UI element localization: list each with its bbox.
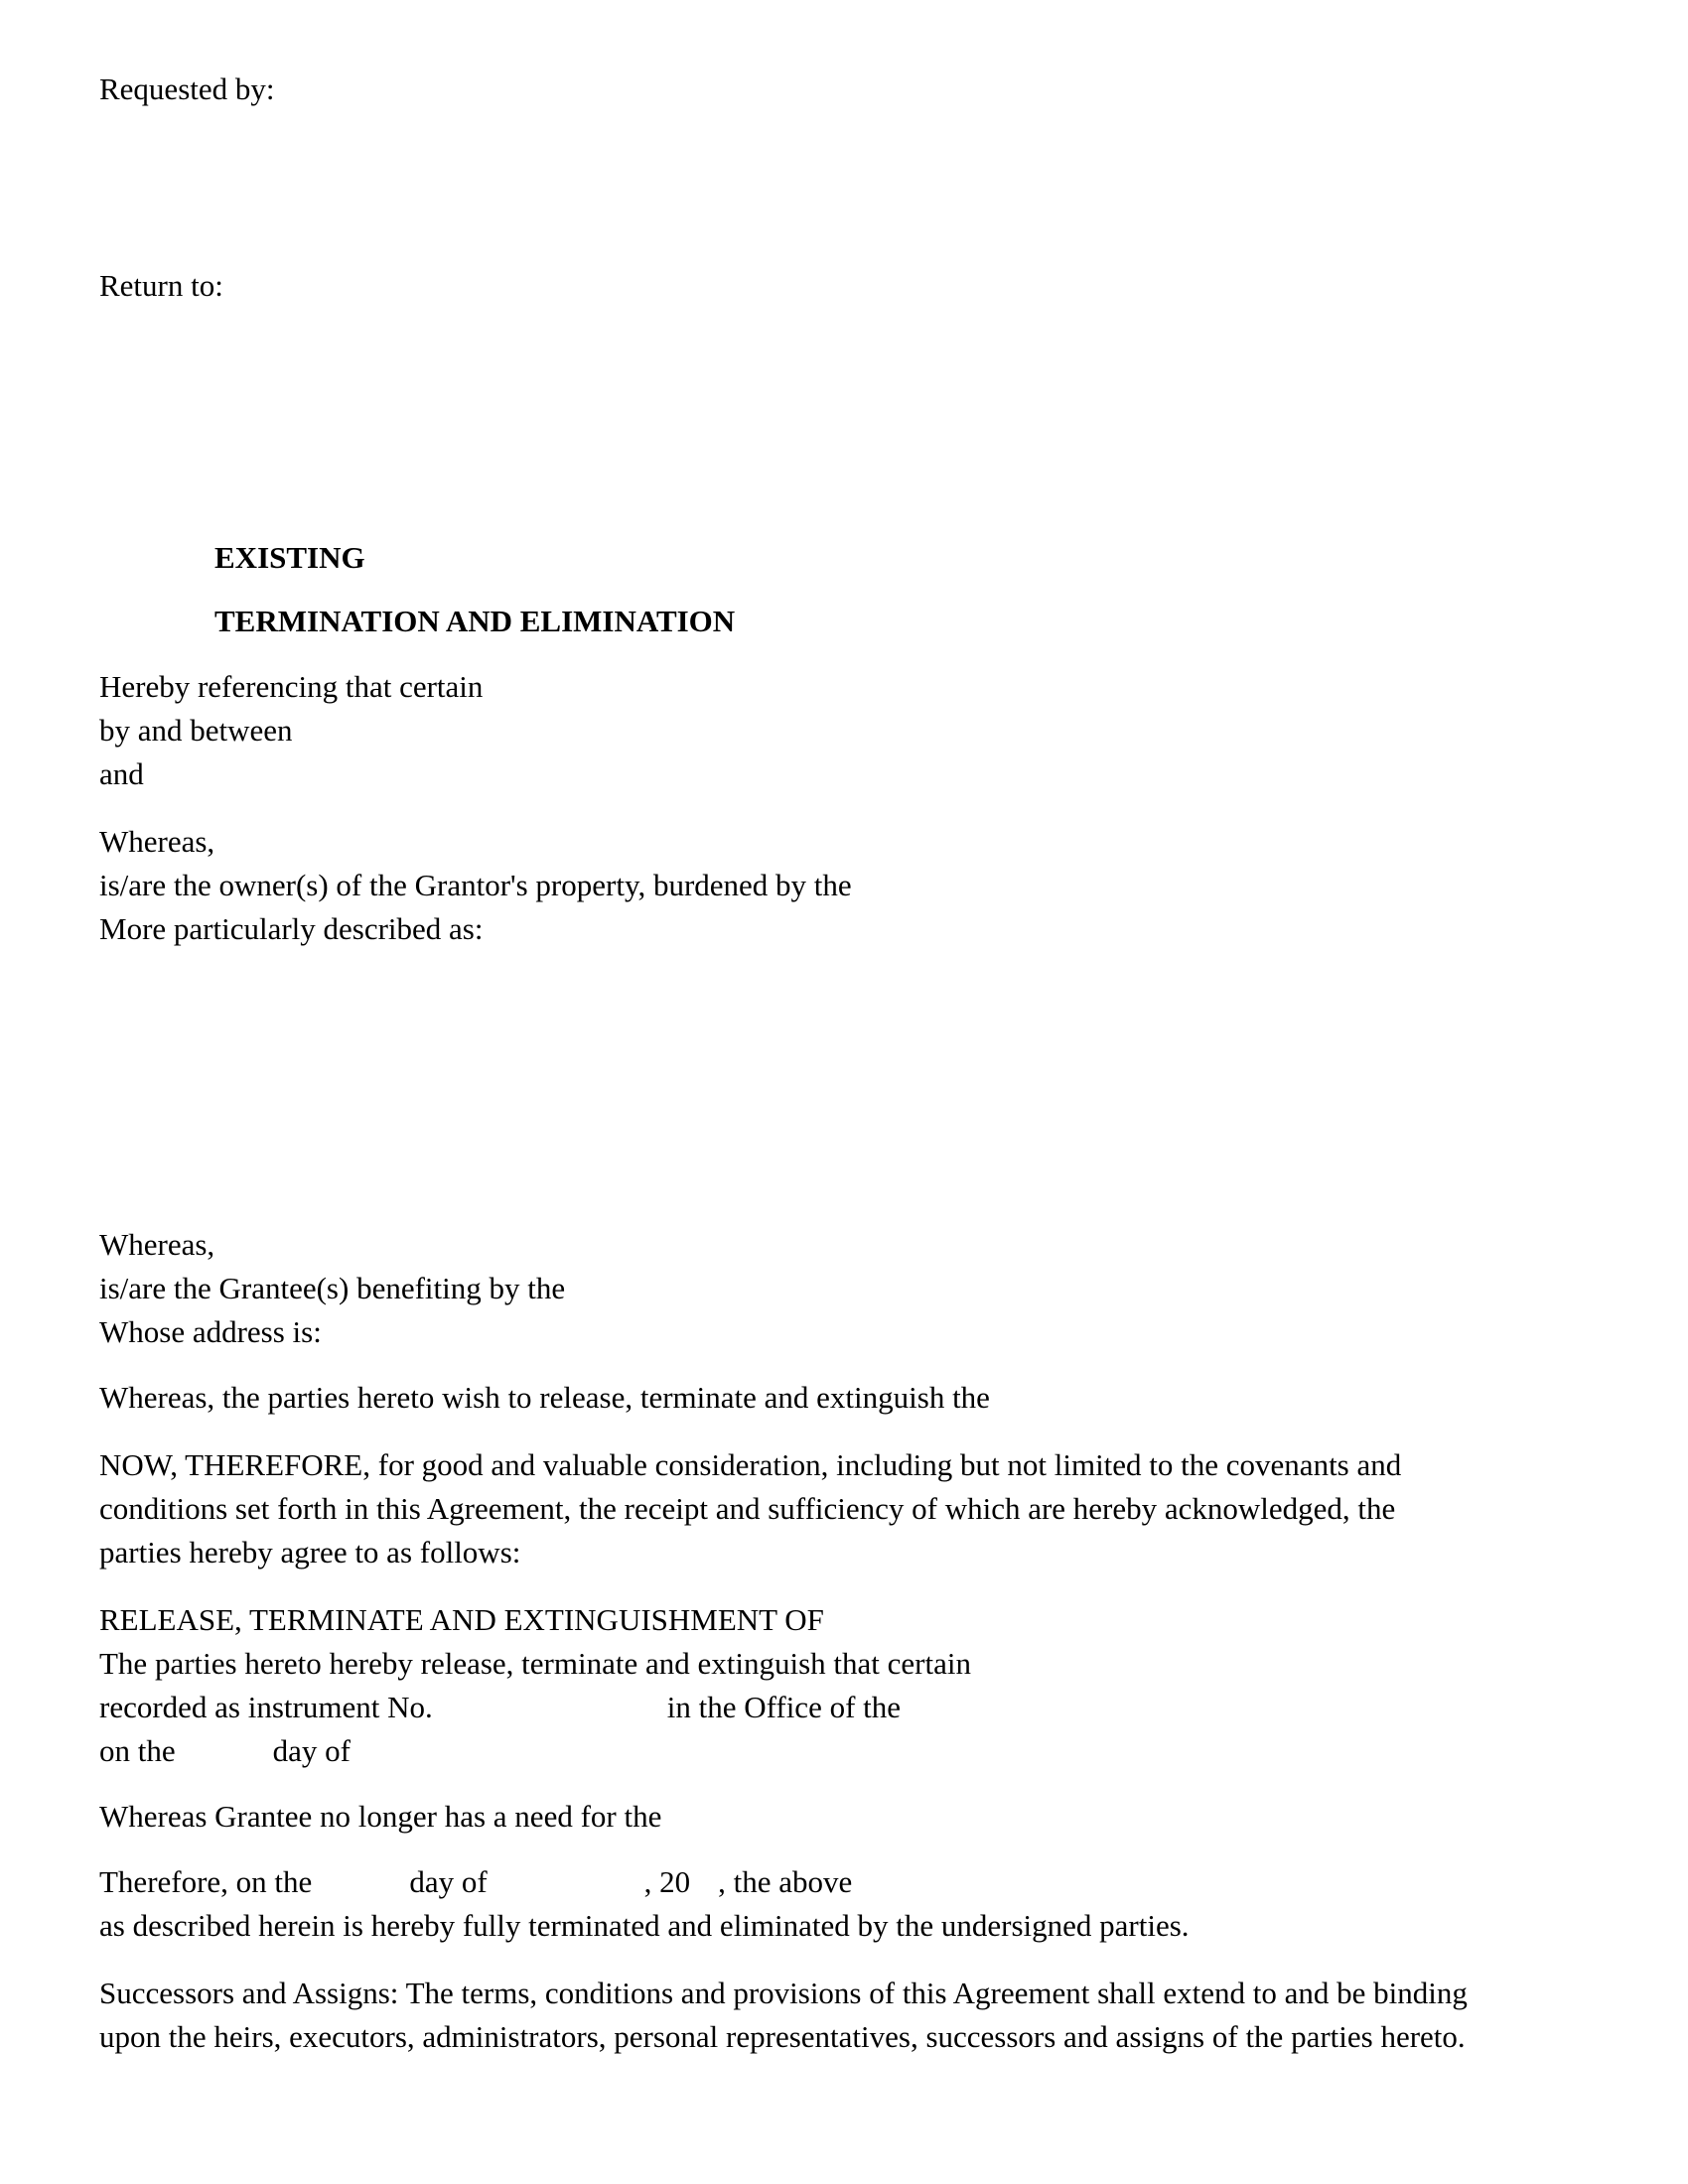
wish-paragraph: Whereas, the parties hereto wish to release, terminate and extinguish the: [99, 1380, 990, 1415]
therefore-the-above: , the above: [718, 1864, 853, 1899]
therefore-line-1: [99, 1864, 852, 1900]
reference-line-2: by and between: [99, 713, 293, 748]
now-therefore-line-2: conditions set forth in this Agreement, the receipt and sufficiency of which are hereby acknowledged, the: [99, 1491, 1396, 1526]
release-on-the: on the: [99, 1733, 176, 1768]
successors-line-2: upon the heirs, executors, administrators, personal representatives, successors and assigns of the parties hereto.: [99, 2019, 1466, 2054]
therefore-day-of: day of: [409, 1864, 488, 1899]
title-termination: TERMINATION AND ELIMINATION: [214, 604, 736, 638]
reference-line-3: and: [99, 756, 144, 791]
return-to-label: Return to:: [99, 268, 223, 303]
successors-line-1: Successors and Assigns: The terms, conditions and provisions of this Agreement shall extend to and be binding: [99, 1976, 1468, 2010]
therefore-line-2: as described herein is hereby fully terminated and eliminated by the undersigned parties.: [99, 1908, 1190, 1943]
release-heading: RELEASE, TERMINATE AND EXTINGUISHMENT OF: [99, 1602, 824, 1637]
grantee-benefiting: is/are the Grantee(s) benefiting by the: [99, 1271, 566, 1305]
release-recorded-line: [99, 1690, 901, 1725]
now-therefore-line-3: parties hereby agree to as follows:: [99, 1535, 521, 1570]
release-line-1: The parties hereto hereby release, terminate and extinguish that certain: [99, 1646, 971, 1681]
grantee-address: Whose address is:: [99, 1314, 322, 1349]
grantee-whereas: Whereas,: [99, 1227, 215, 1262]
release-recorded-suffix: in the Office of the: [666, 1690, 902, 1724]
grantor-described: More particularly described as:: [99, 911, 484, 946]
therefore-prefix: Therefore, on the: [99, 1864, 313, 1899]
release-date-line: [99, 1733, 351, 1769]
grantor-owners: is/are the owner(s) of the Grantor's property, burdened by the: [99, 868, 852, 902]
reference-line-1: Hereby referencing that certain: [99, 669, 484, 704]
therefore-year: , 20: [643, 1864, 691, 1899]
grantor-whereas: Whereas,: [99, 824, 215, 859]
release-recorded-prefix: recorded as instrument No.: [99, 1690, 433, 1724]
no-need-paragraph: Whereas Grantee no longer has a need for the: [99, 1799, 662, 1834]
now-therefore-line-1: NOW, THEREFORE, for good and valuable consideration, including but not limited to the covenants and: [99, 1447, 1402, 1482]
requested-by-label: Requested by:: [99, 71, 275, 106]
title-existing: EXISTING: [214, 540, 365, 575]
release-day-of: day of: [272, 1733, 351, 1768]
